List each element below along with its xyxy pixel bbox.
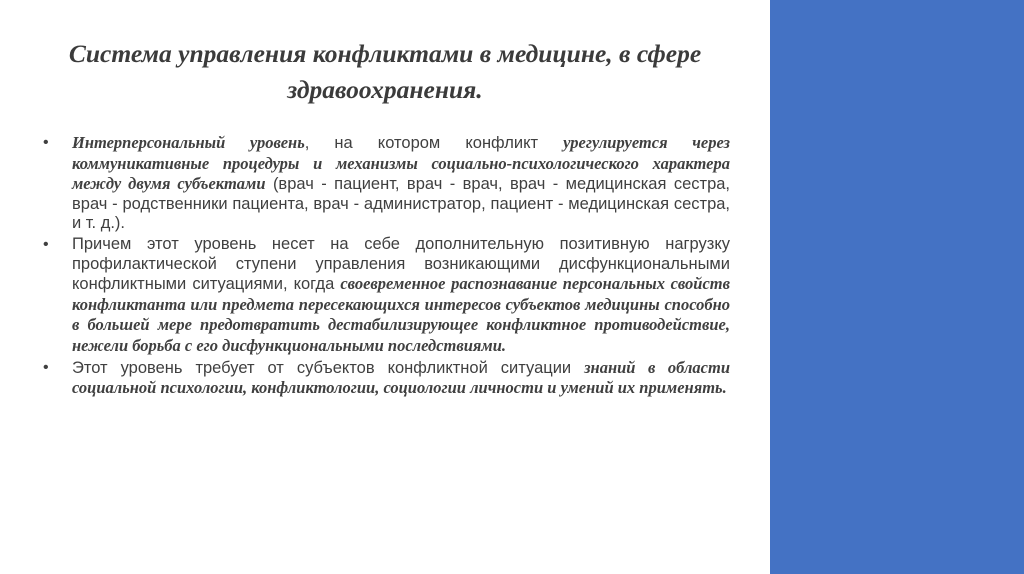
bullet-item-prevention — [40, 235, 730, 357]
bullet-item-knowledge — [40, 358, 730, 399]
accent-side-panel — [770, 0, 1024, 574]
text-segment: урегулируется через коммуникативные процедуры и механизмы социально-психологического характера между двумя субъектами — [72, 133, 730, 194]
slide-title: Система управления конфликтами в медицине, в сфере здравоохранения. — [68, 39, 702, 104]
bullet-item-interpersonal — [40, 133, 730, 234]
bullet-icon: • — [43, 358, 49, 376]
text-segment: Причем этот уровень несет на себе дополнительную позитивную нагрузку профилактической ступени управления возникающими дисфункциональными конфликтными ситуациями, когда — [72, 234, 730, 294]
text-segment: Интерперсональный уровень — [72, 133, 305, 152]
text-segment: Этот уровень требует от субъектов конфликтной ситуации — [72, 358, 585, 377]
bullet-list — [40, 133, 730, 399]
text-segment: знаний в области социальной психологии, конфликтологии, социологии личности и умений их применять. — [72, 357, 731, 398]
text-segment: (врач - пациент, врач - врач, врач - медицинская сестра, врач - родственники пациента, врач - администратор, пациент - медицинская сестра, и т. д.). — [72, 175, 731, 233]
text-segment: своевременное распознавание персональных свойств конфликтанта или предмета пересекающихся интересов субъектов медицины способно в большей мере предотвратить дестабилизирующее конфликтное противодействие, нежели борьба с его дисфункциональными последствиями. — [72, 274, 731, 355]
bullet-icon: • — [43, 235, 49, 253]
bullet-icon: • — [43, 134, 49, 151]
text-segment: , на котором конфликт — [304, 134, 564, 152]
